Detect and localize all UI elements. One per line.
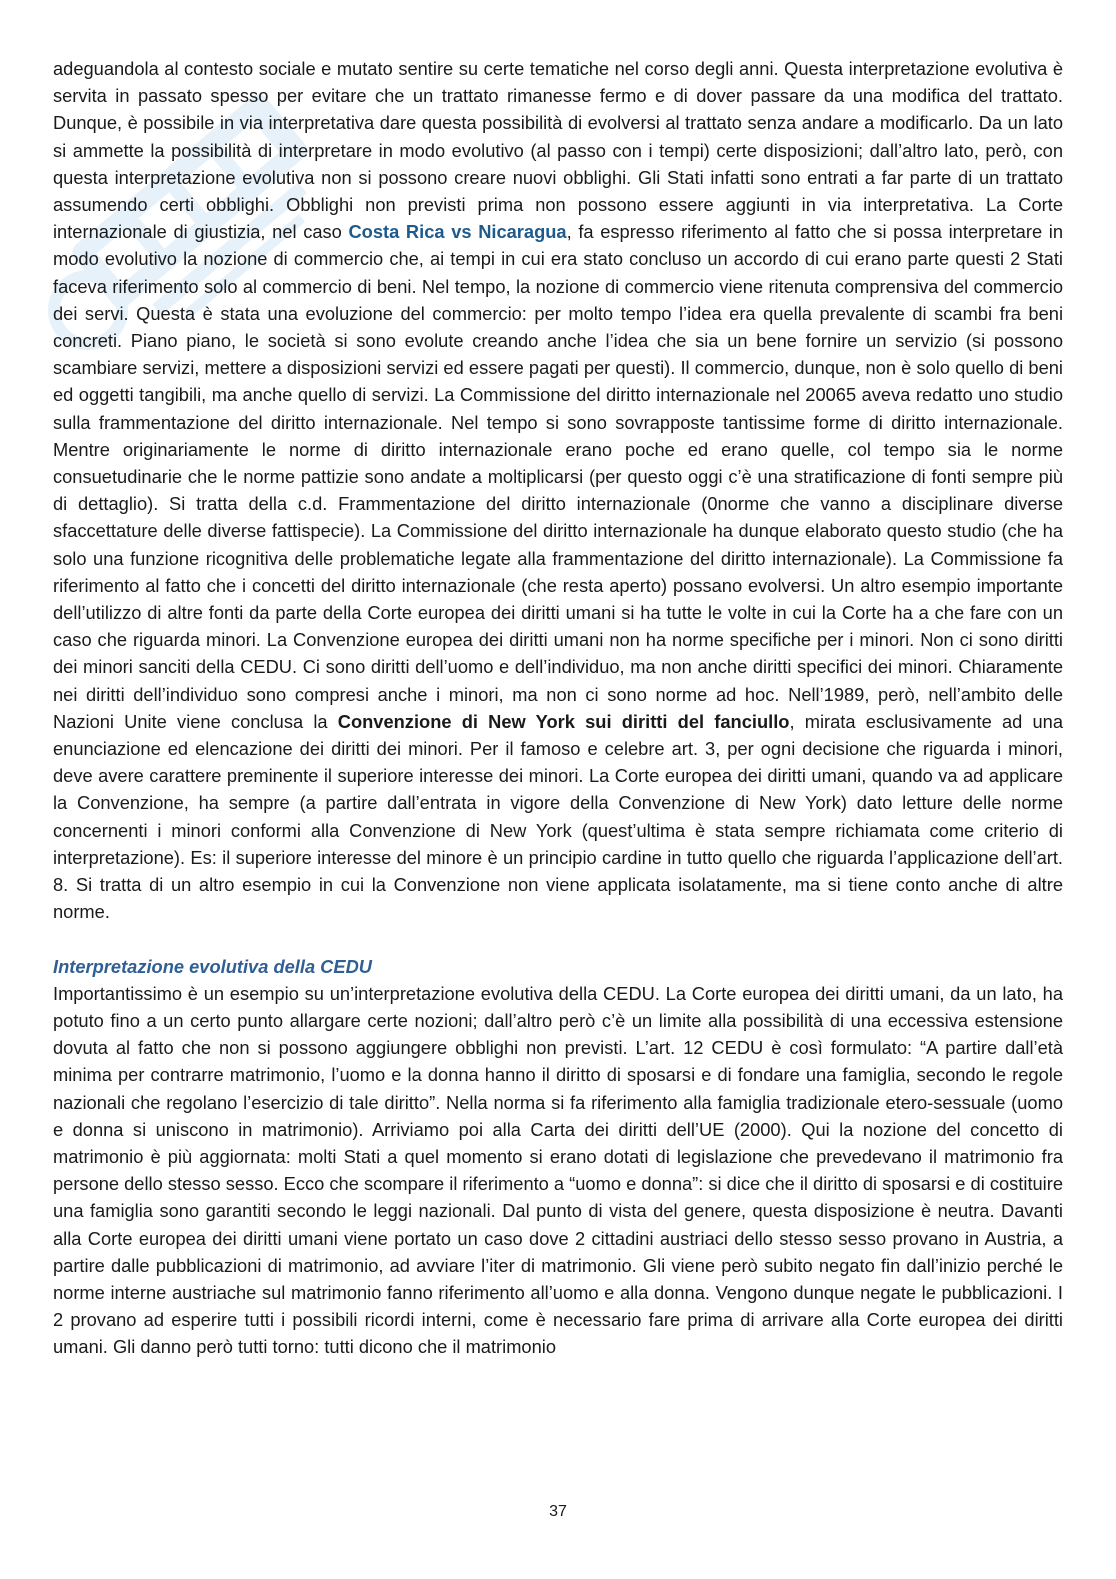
body-paragraph [53, 55, 1063, 926]
paragraph-text: adeguandola al contesto sociale e mutato sentire su certe tematiche nel corso degli anni. Questa interpretazione evolutiva è servita in passato spesso per evitare che un trattato rimanesse fermo e di dover passare da una modifica del trattato. Dunque, è possibile in via interpretativa dare questa possibilità di evolversi al trattato senza andare a modificarlo. Da un lato si ammette la possibilità di interpretare in modo evolutivo (al passo con i tempi) certe disposizioni; dall’altro lato, però, con questa interpretazione evolutiva non si possono creare nuovi obblighi. Gli Stati infatti sono entrati a far parte di un trattato assumendo certi obblighi. Obblighi non previsti prima non possono essere aggiunti in via interpretativa. La Corte internazionale di giustizia, nel caso [53, 58, 1063, 243]
convention-reference-new-york: Convenzione di New York sui diritti del fanciullo [337, 710, 790, 732]
section-heading: Interpretazione evolutiva della CEDU [53, 955, 372, 977]
document-body [53, 55, 1063, 1361]
paragraph-text: , fa espresso riferimento al fatto che si possa interpretare in modo evolutivo la nozione di commercio che, ai tempi in cui era stato concluso un accordo di cui erano parte questi 2 Stati faceva riferimento solo al commercio di beni. Nel tempo, la nozione di commercio viene ritenuta comprensiva del commercio dei servi. Questa è stata una evoluzione del commercio: per molto tempo l’idea era quella prevalente di scambi fra beni concreti. Piano piano, le società si sono evolute creando anche l’idea che sia un bene fornire un servizio (si possono scambiare servizi, mettere a disposizioni servizi ed essere pagati per questi). Il commercio, dunque, non è solo quello di beni ed oggetti tangibili, ma anche quello di servizi. La Commissione del diritto internazionale nel 20065 aveva redatto uno studio sulla frammentazione del diritto internazionale. Nel tempo si sono sovrapposte tantissime forme di diritto internazionale. Mentre originariamente le norme di diritto internazionale erano poche ed erano quelle, col tempo sia le norme consuetudinarie che le norme pattizie sono andate a moltiplicarsi (per questo oggi c’è una stratificazione di fonti sempre più di dettaglio). Si tratta della c.d. Frammentazione del diritto internazionale (0norme che vanno a disciplinare diverse sfaccettature delle diverse fattispecie). La Commissione del diritto internazionale ha dunque elaborato questo studio (che ha solo una funzione ricognitiva delle problematiche legate alla frammentazione del diritto internazionale). La Commissione fa riferimento al fatto che i concetti del diritto internazionale (che resta aperto) possano evolversi. Un altro esempio importante dell’utilizzo di altre fonti da parte della Corte europea dei diritti umani si ha tutte le volte in cui la Corte ha a che fare con un caso che riguarda minori. La Convenzione europea dei diritti umani non ha norme specifiche per i minori. Non ci sono diritti dei minori sanciti della CEDU. Ci sono diritti dell’uomo e dell’individuo, ma non anche diritti specifici dei minori. Chiaramente nei diritti dell’individuo sono compresi anche i minori, ma non ci sono norme ad hoc. Nell’1989, però, nell’ambito delle Nazioni Unite viene conclusa la [53, 221, 1063, 732]
body-paragraph: Importantissimo è un esempio su un’interpretazione evolutiva della CEDU. La Corte europea dei diritti umani, da un lato, ha potuto fino a un certo punto allargare certe nozioni; dall’altro però c’è un limite alla possibilità di una eccessiva estensione dovuta al fatto che non si possono aggiungere obblighi non previsti. L’art. 12 CEDU è così formulato: “A partire dall’età minima per contrarre matrimonio, l’uomo e la donna hanno il diritto di sposarsi e di fondare una famiglia, secondo le regole nazionali che regolano l’esercizio di tale diritto”. Nella norma si fa riferimento alla famiglia tradizionale etero-sessuale (uomo e donna si uniscono in matrimonio). Arriviamo poi alla Carta dei diritti dell’UE (2000). Qui la nozione del concetto di matrimonio è più aggiornata: molti Stati a quel momento si erano dotati di legislazione che prevedevano il matrimonio fra persone dello stesso sesso. Ecco che scompare il riferimento a “uomo e donna”: si dice che il diritto di sposarsi e di costituire una famiglia sono garantiti secondo le leggi nazionali. Dal punto di vista del genere, questa disposizione è neutra. Davanti alla Corte europea dei diritti umani viene portato un caso dove 2 cittadini austriaci dello stesso sesso provano in Austria, a partire dalle pubblicazioni di matrimonio, ad avviare l’iter di matrimonio. Gli viene però subito negato fin dall’inizio perché le norme interne austriache sul matrimonio fanno riferimento all’uomo e alla donna. Vengono dunque negate le pubblicazioni. I 2 provano ad esperire tutti i possibili ricordi interni, come è necessario fare prima di arrivare alla Corte europea dei diritti umani. Gli danno però tutti torno: tutti dicono che il matrimonio [53, 982, 1064, 1358]
case-reference-costa-rica-vs-nicaragua: Costa Rica vs Nicaragua [348, 221, 567, 243]
page-number: 37 [549, 1503, 567, 1520]
paragraph-text: , mirata esclusivamente ad una enunciazione ed elencazione dei diritti dei minori. Per il famoso e celebre art. 3, per ogni decisione che riguarda i minori, deve avere carattere preminente il superiore interesse dei minori. La Corte europea dei diritti umani, quando va ad applicare la Convenzione, ha sempre (a partire dall’entrata in vigore della Convenzione di New York) dato letture delle norme concernenti i minori conformi alla Convenzione di New York (quest’ultima è stata sempre richiamata come criterio di interpretazione). Es: il superiore interesse del minore è un principio cardine in tutto quello che riguarda l’applicazione dell’art. 8. Si tratta di un altro esempio in cui la Convenzione non viene applicata isolatamente, ma si tiene conto anche di altre norme. [53, 710, 1063, 923]
